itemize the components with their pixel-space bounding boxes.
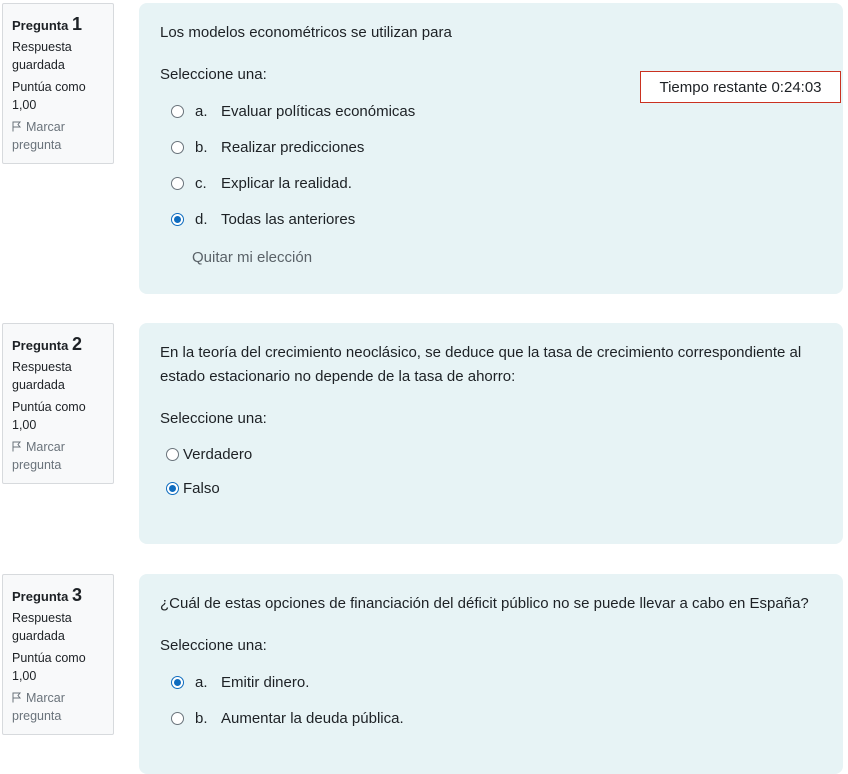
question-state: Respuesta guardada — [12, 360, 72, 392]
radio-button-selected[interactable] — [166, 482, 179, 495]
flag-icon — [12, 121, 22, 132]
radio-button[interactable] — [171, 712, 184, 725]
option-a[interactable]: a. Emitir dinero. — [160, 664, 822, 700]
radio-button[interactable] — [171, 105, 184, 118]
time-remaining: Tiempo restante 0:24:03 — [640, 71, 841, 103]
question-2-info — [2, 323, 114, 484]
question-text: ¿Cuál de estas opciones de financiación del déficit público no se puede llevar a cabo en España? — [160, 595, 809, 612]
radio-button[interactable] — [171, 177, 184, 190]
option-c[interactable]: c. Explicar la realidad. — [160, 165, 822, 201]
question-number: Pregunta 1 — [12, 14, 82, 34]
flag-question-link[interactable]: Marcar pregunta — [12, 120, 65, 152]
select-prompt: Seleccione una: — [160, 66, 267, 83]
question-state: Respuesta guardada — [12, 40, 72, 72]
option-b[interactable]: b. Realizar predicciones — [160, 129, 822, 165]
flag-question-link[interactable]: Marcar pregunta — [12, 440, 65, 472]
clear-choice-link[interactable]: Quitar mi elección — [192, 249, 313, 266]
flag-icon — [12, 441, 22, 452]
question-grade: Puntúa como 1,00 — [12, 651, 86, 683]
question-1-card — [139, 3, 843, 294]
question-text: En la teoría del crecimiento neoclásico, se deduce que la tasa de crecimiento correspondiente al estado estacionario no depende de la tasa de ahorro: — [160, 344, 802, 385]
question-2-card — [139, 323, 843, 544]
question-3-card — [139, 574, 843, 774]
select-prompt: Seleccione una: — [160, 637, 267, 654]
question-grade: Puntúa como 1,00 — [12, 400, 86, 432]
radio-button-selected[interactable] — [171, 676, 184, 689]
flag-question-link[interactable]: Marcar pregunta — [12, 691, 65, 723]
question-number: Pregunta 3 — [12, 585, 82, 605]
question-text: Los modelos econométricos se utilizan para — [160, 24, 452, 41]
radio-button-selected[interactable] — [171, 213, 184, 226]
question-grade: Puntúa como 1,00 — [12, 80, 86, 112]
question-1-info — [2, 3, 114, 164]
flag-icon — [12, 692, 22, 703]
radio-button[interactable] — [166, 448, 179, 461]
radio-button[interactable] — [171, 141, 184, 154]
question-3-info — [2, 574, 114, 735]
option-falso[interactable]: Falso — [160, 471, 822, 505]
option-a[interactable]: a. Evaluar políticas económicas — [160, 93, 822, 129]
select-prompt: Seleccione una: — [160, 410, 267, 427]
question-number: Pregunta 2 — [12, 334, 82, 354]
option-b[interactable]: b. Aumentar la deuda pública. — [160, 700, 822, 736]
option-d[interactable]: d. Todas las anteriores — [160, 201, 822, 237]
option-verdadero[interactable]: Verdadero — [160, 437, 822, 471]
question-state: Respuesta guardada — [12, 611, 72, 643]
